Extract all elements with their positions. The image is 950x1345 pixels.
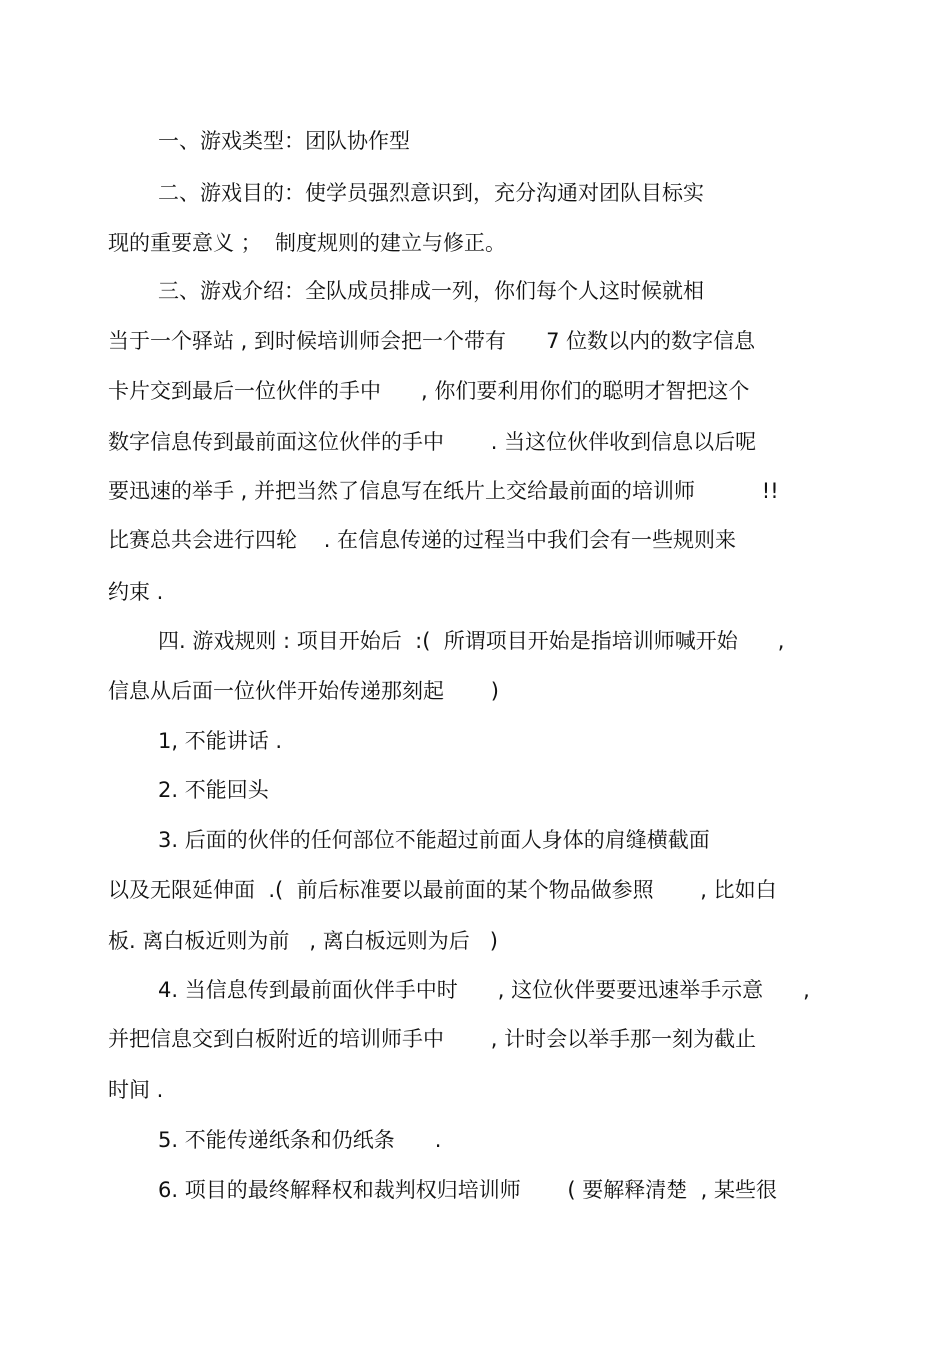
heading-game-type: 一、游戏类型：团队协作型 — [158, 129, 410, 153]
paragraph-line: 要迅速的举手 , 并把当然了信息写在纸片上交给最前面的培训师 !! — [108, 479, 779, 503]
rule-item-3: 3. 后面的伙伴的任何部位不能超过前面人身体的肩缝横截面 — [158, 828, 710, 852]
rule-item-2: 2. 不能回头 — [158, 778, 269, 802]
rule-item-1: 1, 不能讲话 . — [158, 729, 283, 753]
rule-item-6: 6. 项目的最终解释权和裁判权归培训师 ( 要解释清楚 , 某些很 — [158, 1178, 778, 1202]
paragraph-line: 并把信息交到白板附近的培训师手中 , 计时会以举手那一刻为截止 — [108, 1027, 757, 1051]
rule-item-5: 5. 不能传递纸条和仍纸条 . — [158, 1128, 442, 1152]
heading-game-rules: 四. 游戏规则 : 项目开始后 :( 所谓项目开始是指培训师喊开始 , — [158, 629, 785, 653]
paragraph-line: 当于一个驿站 , 到时候培训师会把一个带有 7 位数以内的数字信息 — [108, 329, 756, 353]
paragraph-line: 比赛总共会进行四轮 . 在信息传递的过程当中我们会有一些规则来 — [108, 528, 737, 552]
heading-game-purpose: 二、游戏目的：使学员强烈意识到，充分沟通对团队目标实 — [158, 181, 704, 205]
paragraph-line: 数字信息传到最前面这位伙伴的手中 . 当这位伙伴收到信息以后呢 — [108, 430, 757, 454]
paragraph-line: 卡片交到最后一位伙伴的手中 , 你们要利用你们的聪明才智把这个 — [108, 379, 750, 403]
paragraph-line: 时间 . — [108, 1078, 164, 1102]
paragraph-line: 信息从后面一位伙伴开始传递那刻起 ) — [108, 679, 499, 703]
rule-item-4: 4. 当信息传到最前面伙伴手中时 , 这位伙伴要要迅速举手示意 , — [158, 978, 810, 1002]
paragraph-line: 现的重要意义 ； 制度规则的建立与修正。 — [108, 231, 507, 255]
paragraph-line: 板. 离白板近则为前 , 离白板远则为后 ) — [108, 929, 498, 953]
heading-game-intro: 三、游戏介绍：全队成员排成一列，你们每个人这时候就相 — [158, 279, 704, 303]
paragraph-line: 以及无限延伸面 .( 前后标准要以最前面的某个物品做参照 , 比如白 — [108, 878, 777, 902]
paragraph-line: 约束 . — [108, 580, 164, 604]
